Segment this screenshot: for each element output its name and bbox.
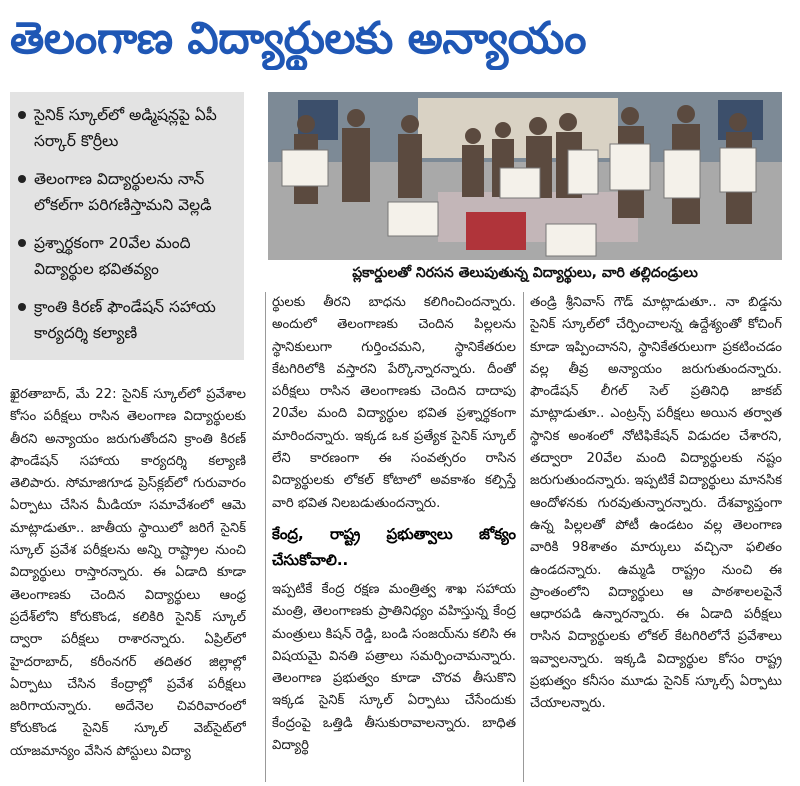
body-paragraph: ఇప్పటికే కేంద్ర రక్షణ మంత్రిత్వ శాఖ సహాయ మంత్రి, తెలంగాణకు ప్రాతినిధ్యం వహిస్తున్న కేంద్ర మంత్రులు కిషన్ రెడ్డి, బండి సంజయ్‌ను కలిసి ఈ విషయమై వినతి పత్రాలు సమర్పించామన్నారు. తెలంగాణ ప్రభుత్వం కూడా చొరవ తీసుకొని ఇక్కడ సైనిక్ స్కూల్ ఏర్పాటు చేసేందుకు కేంద్రంపై ఒత్తిడి తీసుకురావాలన్నారు. బాధిత విద్యార్థి	[272, 581, 516, 754]
highlight-text: ప్రశ్నార్థకంగా 20వేల మంది విద్యార్థుల భవితవ్యం	[34, 234, 191, 278]
highlight-item	[18, 166, 236, 218]
column-divider	[265, 292, 266, 782]
body-paragraph: ఖైరతాబాద్, మే 22: సైనిక్ స్కూల్‌లో ప్రవేశాల కోసం పరీక్షలు రాసిన తెలంగాణ విద్యార్థులకు తీరని అన్యాయం జరుగుతోందని క్రాంతి కిరణ్ ఫౌండేషన్ సహాయ కార్యదర్శి కల్యాణి తెలిపారు. సోమాజిగూడ ప్రెస్‌క్లబ్‌లో గురువారం ఏర్పాటు చేసిన మీడియా సమావేశంలో ఆమె మాట్లాడుతూ.. జాతీయ స్థాయిలో జరిగే సైనిక్ స్కూల్ ప్రవేశ పరీక్షలను అన్ని రాష్ట్రాల నుంచి విద్యార్థులు రాస్తారన్నారు. ఈ ఏడాది కూడా తెలంగాణకు చెందిన విద్యార్థులు ఆంధ్ర ప్రదేశ్‌లోని కోరుకొండ, కలికిరి సైనిక్ స్కూల్ ద్వారా పరీక్షలు రాశారన్నారు. ఏప్రిల్‌లో హైదరాబాద్, కరీంనగర్ తదితర జిల్లాల్లో ఏర్పాటు చేసిన కేంద్రాల్లో ప్రవేశ పరీక్షలు జరిగాయన్నారు. అదేనెల చివరివారంలో కోరుకొండ సైనిక్ స్కూల్ వెబ్‌సైట్‌లో యాజమాన్యం వేసిన పోస్టులు విద్యా	[10, 387, 246, 759]
bullet-dot-icon	[18, 303, 26, 311]
article-column-2	[272, 292, 516, 782]
bullet-dot-icon	[18, 239, 26, 247]
highlight-text: క్రాంతి కిరణ్ ఫౌండేషన్ సహాయ కార్యదర్శి కల్యాణి	[34, 298, 216, 342]
protest-photo	[268, 92, 782, 260]
highlights-box	[10, 92, 244, 360]
highlight-item	[18, 102, 236, 154]
article-column-3	[530, 292, 782, 782]
bullet-dot-icon	[18, 111, 26, 119]
body-paragraph: ర్థులకు తీరని బాధను కలిగించిందన్నారు. అందులో తెలంగాణకు చెందిన పిల్లలను స్థానికులుగా గుర్తించమని, స్థానికేతరుల కేటగిరిలోకి వస్తారని పేర్కొన్నారన్నారు. దీంతో పరీక్షలు రాసిన తెలంగాణకు చెందిన దాదాపు 20వేల మంది విద్యార్థుల భవిత ప్రశ్నార్థకంగా మారిందన్నారు. ఇక్కడ ఒక ప్రత్యేక సైనిక్ స్కూల్ లేని కారణంగా ఈ సంవత్సరం రాసిన విద్యార్థులకు లోకల్ కోటాలో అవకాశం కల్పిస్తే వారి భవిత నిలబడుతుందన్నారు.	[272, 295, 516, 511]
column-divider	[523, 292, 524, 782]
highlight-text: తెలంగాణ విద్యార్థులను నాన్ లోకల్‌గా పరిగణిస్తామని వెల్లడి	[34, 170, 212, 214]
body-paragraph: తండ్రి శ్రీనివాస్ గౌడ్ మాట్లాడుతూ.. నా బిడ్డను సైనిక్ స్కూల్‌లో చేర్పించాలన్న ఉద్దేశ్యంతో కోచింగ్ కూడా ఇప్పించానని, స్థానికేతరులుగా ప్రకటించడం వల్ల తీవ్ర అన్యాయం జరుగుతుందన్నారు. ఫౌండేషన్ లీగల్ సెల్ ప్రతినిధి జాకబ్ మాట్లాడుతూ.. ఎంట్రన్స్ పరీక్షలు అయిన తర్వాత స్థానిక అంశంలో నోటిఫికేషన్ విడుదల చేశారని, తద్వారా 20వేల మంది విద్యార్థులకు నష్టం జరుగుతుందన్నారు. ఇప్పటికే విద్యార్థులు మానసిక ఆందోళనకు గురవుతున్నారన్నారు. దేశవ్యాప్తంగా ఉన్న పిల్లలతో పోటీ ఉండటం వల్ల తెలంగాణ వారికి 98శాతం మార్కులు వచ్చినా ఫలితం ఉండదన్నారు. ఉమ్మడి రాష్ట్రం నుంచి ఈ ప్రాంతంలోని విద్యార్థులు ఆ పాఠశాలలపైనే ఆధారపడి ఉన్నారన్నారు. ఈ ఏడాది పరీక్షలు రాసిన విద్యార్థులకు లోకల్ కేటగిరిలోనే ప్రవేశాలు ఇవ్వాలన్నారు. ఇక్కడి విద్యార్థుల కోసం రాష్ట్ర ప్రభుత్వం కనీసం మూడు సైనిక్ స్కూల్స్ ఏర్పాటు చేయాలన్నారు.	[530, 295, 782, 712]
highlight-item	[18, 230, 236, 282]
photo-caption: ప్లకార్డులతో నిరసన తెలుపుతున్న విద్యార్థులు, వారి తల్లిదండ్రులు	[352, 265, 698, 281]
highlight-text: సైనిక్ స్కూల్‌లో అడ్మిషన్లపై ఏపీ సర్కార్ కొర్రీలు	[34, 106, 217, 150]
protest-photo-illustration	[268, 92, 782, 260]
article-column-1	[10, 384, 246, 780]
section-subheading: కేంద్ర, రాష్ట్ర ప్రభుత్వాలు జోక్యం చేసుకోవాలి..	[272, 524, 516, 569]
article-headline: తెలంగాణ విద్యార్థులకు అన్యాయం	[10, 13, 587, 64]
bullet-dot-icon	[18, 175, 26, 183]
highlight-item	[18, 294, 236, 346]
